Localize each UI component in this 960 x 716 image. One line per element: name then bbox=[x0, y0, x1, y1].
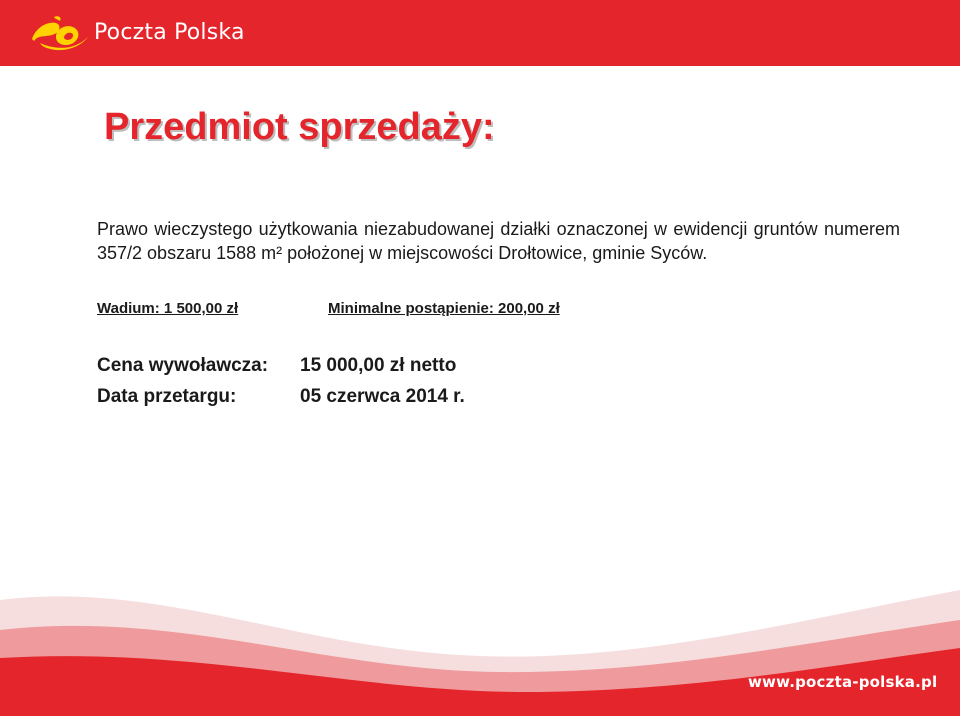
starting-price-label: Cena wywoławcza: bbox=[97, 355, 269, 376]
footer-wave bbox=[0, 560, 960, 716]
auction-date-label: Data przetargu: bbox=[97, 386, 237, 407]
auction-date-row bbox=[97, 386, 465, 408]
brand-logo bbox=[26, 12, 245, 52]
header-bar bbox=[0, 0, 960, 66]
website-link[interactable]: www.poczta-polska.pl bbox=[748, 673, 938, 691]
wadium-text: Wadium: 1 500,00 zł bbox=[97, 300, 239, 317]
slide-title: Przedmiot sprzedaży: bbox=[104, 106, 495, 148]
brand-name: Poczta Polska bbox=[94, 19, 245, 45]
posthorn-logo-icon bbox=[26, 13, 90, 51]
property-description: Prawo wieczystego użytkowania niezabudowanej działki oznaczonej w ewidencji gruntów numerem 357/2 obszaru 1588 m² położonej w miejscowości Drołtowice, gminie Syców. bbox=[97, 219, 900, 263]
minimum-bid-text: Minimalne postąpienie: 200,00 zł bbox=[328, 300, 560, 317]
starting-price-value: 15 000,00 zł netto bbox=[300, 355, 457, 376]
auction-date-value: 05 czerwca 2014 r. bbox=[300, 386, 465, 407]
starting-price-row bbox=[97, 355, 457, 377]
